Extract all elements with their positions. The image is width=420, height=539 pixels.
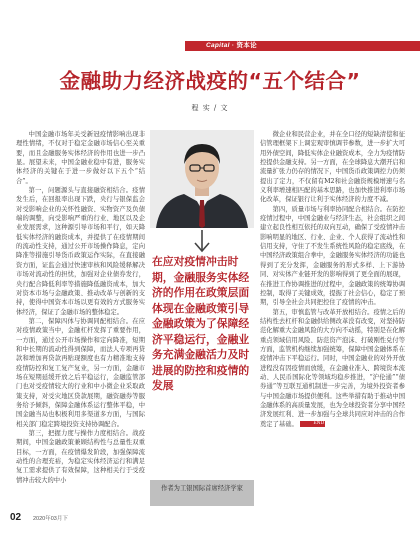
arrow-down-icon xyxy=(190,228,214,254)
end-mark: END xyxy=(300,421,325,427)
photo-caption: 作者为工银国际首席经济学家 xyxy=(150,480,254,506)
portrait-illustration xyxy=(150,130,254,228)
paragraph: 第一，问题源头与直接融资相结合。疫情发生后，在回报率出现下跌，央行与银保监会对受影响企业的关怀性融资、实物资产及负债端的调整，向受影响严重的行业、地区以及企业发展需求，这种源引导市场和平行，如天降低实体经济的融资成本，并提供了在疫情期间的流动性支持，通过公开市场操作降息，定向降准等措施引导货币政策运作实际，在直接融资方面，证监会通过快速审核和风险缓释解决市场对流动性的担忧，加强对企业债券发行，央行配合降低利率等措施降低融资成本，加大对资本市场与金融政策、推动改革与创新的支持，使得中国资本市场以更有效的方式服务实体经济，保证了金融市场的整体稳定。 xyxy=(16,187,145,316)
section-tag-en: Capital xyxy=(206,42,230,49)
page-number: 02 xyxy=(10,512,22,523)
paragraph-text: 第五，审慎监管与改革开放相结合。疫情之后的结构性去杠杆和金融供给侧改革没有改变，对坚持防范化解重大金融风险的大方向不动摇，特别是在化解重点领域信用风险、防范资产泡沫、打破刚性兑付等方面，监管机构继续加强统筹，保障中国金融体系在疫情冲击下平稳运行。同时，中国金融业的对外开放进程没有因疫情而放缓，在金融业准入、跨境资本流动、人民币国际化等领域均稳步推进，“沪伦通”“债券通”等互联互通机制进一步完善，为境外投资者参与中国金融市场提供便利。这些举措有助于推动中国金融体系的高质量发展，也为全球投资者分享中国经济发展红利、进一步加强与全球共同应对冲击的合作奠定了基础。 xyxy=(260,308,405,428)
section-tag-cn: 资本论 xyxy=(236,42,257,49)
paragraph: 第四，质量市场与利率协同配合相结合。在防控疫情过程中，中国金融业与经济生态，社会组织之间建立起良性相互依托的双向互动，确保了受疫情冲击影响明显的地区、行业、企业、个人获得了流动性和信用支持，守住了不发生系统性风险的稳定底线，在中国经济政策组合拳中，金融服务实体经济的功能也得到了充分发挥，金融服务的形式多样、上下游协同、对实体产业链开发的影响得到了更全面的展现，在推进工作协调推进的过程中，金融政策的统筹协调控制，取得了关键成效，提振了社会信心，稳定了预期，引导全社会共同把控住了疫情的冲击。 xyxy=(260,205,405,307)
paragraph: 中国金融市场年关受新冠疫情影响出现非理性情绪，不仅对于稳定金融市场信心至关重要，而且金融服务实体经济的作用也进一步凸显。展望未来，中国金融业稳中有进，服务实体经济的关键在于进一步做好以下五个“结合”。 xyxy=(16,131,145,185)
paragraph: 微企业和民营企业，并在全口径的短缺清偿和征信管理框架下上调宏观审慎调节参数，进一步扩大可用外债空间，降低实体企业融资成本，全力为疫情防控提供金融支持。另一方面，在全球降息大潮开启和流量扩张力仍存的情况下，中国货币政策调控力仍须提出了定力，不仅留有M2和社会融资规模增速与名义利率增速相匹配的基本思路，也加快推进利率市场化改革，保证银行让利于实体经济的力度不减。 xyxy=(260,131,405,204)
paragraph: 第三，把握力度与操作力度相结合。战疫期间，中国金融政策兼顾结构性与总量性双重目标，一方面，在疫情爆发阶段，加强保障流动性的合理充裕，为稳定实体经济运行和满足复工需求提供了有效保障，这种相关行于受疫情冲击较大的中小 xyxy=(16,430,145,484)
pull-quote: 在应对疫情冲击时期，金融服务实体经济的作用在政策层面体现在金融政策引导金融政策为了保障经济平稳运行，金融业务充满金融活力及时进展的防控和疫情的发展 xyxy=(152,255,250,392)
section-tag xyxy=(206,41,257,51)
author-byline: 程 实 / 文 xyxy=(191,104,229,112)
paragraph: 第二，保障四体与协调同配相结合。在应对疫情政策当中，金融杠杆发挥了重要作用，一方面，通过公开市场操作和定向降准，短期和中长期的流动性得到保障，而法人专项再贷款和增加再贷款再贴现额度也有力精准地支持疫情防控和复工复产复业，另一方面，金融市场在短期延缓开放之后平稳运行，金融监管部门也对受疫情较大的行业和中小微企业采取政策支持，对受灾地区贷款展期，融资融券等服务给予倾斜，保障金融体系运行整体平稳，中国金融当局也积极利用多渠道多方面，与国际相关部门稳定跨境投资支持协调配合。 xyxy=(16,317,145,428)
section-separator: · xyxy=(231,42,235,49)
article-title: 金融助力经济战疫的“五个结合” xyxy=(59,69,361,93)
article-column-right xyxy=(260,130,405,429)
article-column-left xyxy=(16,130,145,485)
author-photo xyxy=(150,130,254,228)
paragraph-last xyxy=(260,308,405,429)
issue-date: 2020年03月下 xyxy=(33,516,68,522)
